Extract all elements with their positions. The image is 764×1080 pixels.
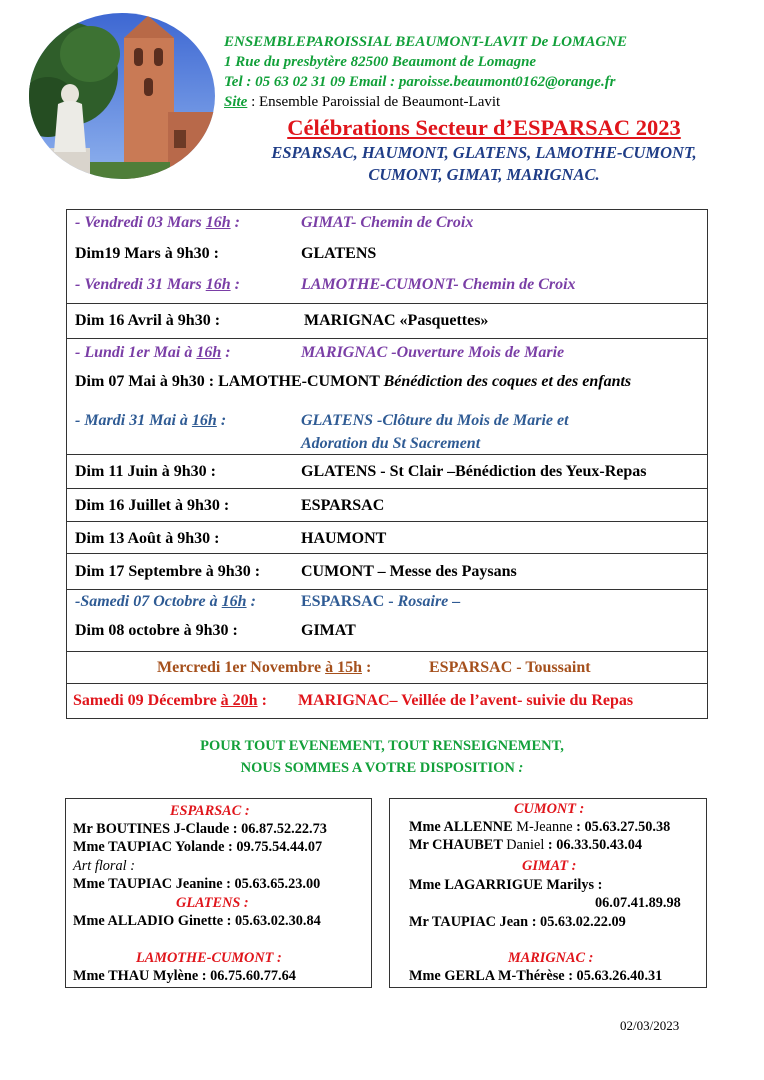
contact-line: Mme GERLA M-Thérèse : 05.63.26.40.31 (409, 968, 663, 984)
row-date: - Vendredi 03 Mars 16h : (75, 214, 240, 231)
site-link[interactable]: Site (224, 94, 248, 110)
row-event: MARIGNAC -Ouverture Mois de Marie (301, 344, 565, 361)
schedule-row (67, 338, 707, 361)
contact-line: Mme TAUPIAC Yolande : 09.75.54.44.07 (73, 839, 323, 855)
church-photo (28, 12, 216, 180)
schedule-row (67, 683, 707, 719)
contact-line: Mme TAUPIAC Jeanine : 05.63.65.23.00 (73, 876, 321, 892)
row-event: Adoration du St Sacrement (301, 435, 481, 452)
site-text: : Ensemble Paroissial de Beaumont-Lavit (247, 94, 501, 110)
row-event: GLATENS (301, 245, 377, 262)
row-event: CUMONT – Messe des Paysans (301, 563, 517, 580)
parish-site (224, 92, 744, 112)
parish-address: 1 Rue du presbytère 82500 Beaumont de Lomagne (224, 54, 537, 70)
contact-line: Mme THAU Mylène : 06.75.60.77.64 (73, 968, 296, 984)
row-event: GLATENS -Clôture du Mois de Marie et (301, 412, 569, 429)
contact-heading-marignac: MARIGNAC : (508, 950, 594, 966)
contact-subheading: Art floral : (73, 858, 135, 874)
contact-line: Mr TAUPIAC Jean : 05.63.02.22.09 (409, 914, 626, 930)
parish-name: ENSEMBLEPAROISSIAL BEAUMONT-LAVIT De LOMAGNE (224, 34, 627, 50)
document-date: 02/03/2023 (620, 1018, 680, 1033)
contact-heading-gimat: GIMAT : (522, 858, 577, 874)
contact-heading-lamothe: LAMOTHE-CUMONT : (136, 950, 282, 966)
schedule-row (67, 303, 707, 338)
parish-contact: Tel : 05 63 02 31 09 Email : paroisse.beaumont0162@orange.fr (224, 74, 616, 90)
contact-heading-esparsac: ESPARSAC : (170, 803, 250, 819)
row-date: -Samedi 07 Octobre à 16h : (75, 593, 256, 610)
row-date: - Lundi 1er Mai à 16h : (75, 344, 231, 361)
row-event: GLATENS - St Clair –Bénédiction des Yeux-Repas (301, 463, 647, 480)
info-line-1: POUR TOUT EVENEMENT, TOUT RENSEIGNEMENT, (200, 738, 564, 754)
contact-line: 06.07.41.89.98 (595, 895, 681, 911)
row-event: GIMAT (301, 622, 356, 639)
row-date: - Vendredi 31 Mars 16h : (75, 276, 240, 293)
contact-line: Mme ALLENNE M-Jeanne : 05.63.27.50.38 (409, 819, 671, 835)
row-date: Mercredi 1er Novembre à 15h : (157, 659, 372, 676)
row-event: GIMAT- Chemin de Croix (301, 214, 474, 231)
contact-line: Mr BOUTINES J-Claude : 06.87.52.22.73 (73, 821, 327, 837)
row-date: Dim19 Mars à 9h30 : (75, 245, 219, 262)
contact-heading-glatens: GLATENS : (176, 895, 249, 911)
schedule-row (67, 589, 707, 610)
contact-line: Mme ALLADIO Ginette : 05.63.02.30.84 (73, 913, 321, 929)
towns-line-2: CUMONT, GIMAT, MARIGNAC. (368, 165, 600, 184)
info-line-2: NOUS SOMMES A VOTRE DISPOSITION : (240, 760, 524, 776)
row-date: Dim 11 Juin à 9h30 : (75, 463, 216, 480)
row-event: MARIGNAC «Pasquettes» (304, 312, 489, 329)
schedule-row (67, 454, 707, 489)
contact-line: Mr CHAUBET Daniel : 06.33.50.43.04 (409, 837, 642, 853)
row-event: HAUMONT (301, 530, 387, 547)
contacts-left (65, 798, 372, 988)
contacts-right (389, 798, 707, 988)
towns-line-1: ESPARSAC, HAUMONT, GLATENS, LAMOTHE-CUMONT, (271, 143, 697, 162)
row-event: MARIGNAC– Veillée de l’avent- suivie du Repas (298, 692, 634, 709)
row-event: ESPARSAC (301, 497, 385, 514)
page-title: Célébrations Secteur d’ESPARSAC 2023 (287, 115, 681, 140)
contact-line: Mme LAGARRIGUE Marilys : (409, 877, 603, 893)
row-date: Dim 08 octobre à 9h30 : (75, 622, 238, 639)
parish-header (224, 32, 744, 186)
row-date: Dim 17 Septembre à 9h30 : (75, 563, 261, 580)
row-date: Dim 07 Mai à 9h30 : LAMOTHE-CUMONT Bénédiction des coques et des enfants (75, 373, 632, 390)
schedule-row (67, 553, 707, 590)
row-date: - Mardi 31 Mai à 16h : (75, 412, 227, 429)
schedule-row (67, 521, 707, 555)
contact-heading-cumont: CUMONT : (514, 801, 585, 817)
row-date: Dim 13 Août à 9h30 : (75, 530, 220, 547)
row-date: Dim 16 Avril à 9h30 : (75, 312, 221, 329)
row-date: Samedi 09 Décembre à 20h : (73, 692, 267, 709)
row-event: ESPARSAC - Rosaire – (301, 593, 461, 610)
row-event: ESPARSAC - Toussaint (429, 659, 591, 676)
row-date: Dim 16 Juillet à 9h30 : (75, 497, 230, 514)
row-event: LAMOTHE-CUMONT- Chemin de Croix (301, 276, 576, 293)
schedule-row (67, 488, 707, 522)
schedule-row (67, 651, 707, 684)
celebration-schedule (66, 209, 708, 719)
